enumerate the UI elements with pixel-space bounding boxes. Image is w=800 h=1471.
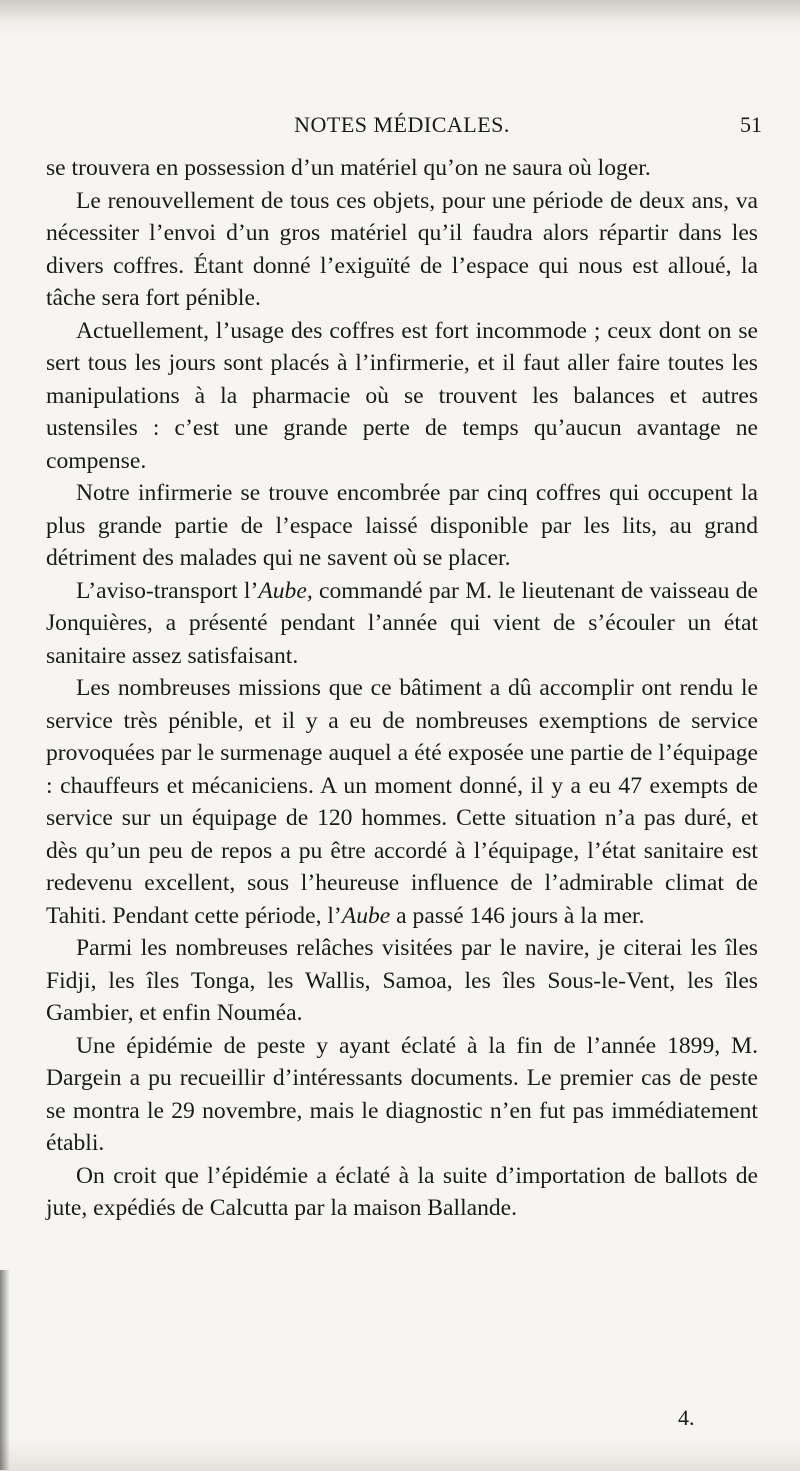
ship-name: Aube: [341, 902, 391, 929]
body-text: [46, 152, 758, 1225]
paragraph-coffres-usage: Actuellement, l’usage des coffres est fort incommode ; ceux dont on se sert tous les jours sont placés à l’infirmerie, et il faut aller faire toutes les manipulations à la pharmacie où se trouvent les balances et autres ustensiles : c’est une grande perte de temps qu’aucun avantage ne compense.: [46, 317, 758, 474]
paragraph-missions: [46, 672, 758, 932]
page-header: [42, 104, 762, 144]
paragraph-text: Les nombreuses missions que ce bâtiment a dû accomplir ont rendu le service très pénible, et il y a eu de nombreuses exemptions de service provoquées par le surmenage auquel a été exposée une partie de l’équipage : chauffeurs et mécaniciens. A un moment donné, il y a eu 47 exempts de service sur un équipage de 120 hommes. Cette situation n’a pas duré, et dès qu’un peu de repos a pu être accordé à l’équipage, l’état sanitaire est redevenu excellent, sous l’heureuse influence de l’admirable climat de Tahiti. Pendant cette période, l’: [46, 675, 758, 929]
paragraph-text: , commandé par M. le lieutenant de vaisseau de Jonquières, a présenté pendant l’année qui vient de s’écouler un état sanitaire assez satisfaisant.: [46, 577, 758, 669]
signature-mark: 4.: [678, 1405, 695, 1430]
page-number: 51: [740, 112, 762, 137]
page-binding-edge: [0, 1270, 10, 1470]
paragraph-renewal: Le renouvellement de tous ces objets, pour une période de deux ans, va nécessiter l’envoi d’un gros matériel qu’il faudra alors répartir dans les divers coffres. Étant donné l’exiguïté de l’espace qui nous est alloué, la tâche sera fort pénible.: [46, 187, 758, 311]
paragraph-text: L’aviso-transport l’: [76, 577, 259, 604]
paragraph-continuation: se trouvera en possession d’un matériel qu’on ne saura où loger.: [46, 155, 651, 181]
paragraph-ports-of-call: Parmi les nombreuses relâches visitées par le navire, je citerai les îles Fidji, les îles Tonga, les Wallis, Samoa, les îles Sous-le-Vent, les îles Gambier, et enfin Nouméa.: [46, 935, 758, 1026]
paragraph-plague-epidemic: Une épidémie de peste y ayant éclaté à la fin de l’année 1899, M. Dargein a pu recueillir d’intéressants documents. Le premier cas de peste se montra le 29 novembre, mais le diagnostic n’en fut pas immédiatement établi.: [46, 1032, 758, 1156]
paragraph-jute-import: On croit que l’épidémie a éclaté à la suite d’importation de ballots de jute, expédiés de Calcutta par la maison Ballande.: [46, 1162, 758, 1221]
paragraph-text: a passé 146 jours à la mer.: [390, 902, 645, 929]
paragraph-infirmary: Notre infirmerie se trouve encombrée par cinq coffres qui occupent la plus grande partie de l’espace laissé disponible par les lits, au grand détriment des malades qui ne savent où se placer.: [46, 480, 758, 571]
ship-name: Aube: [258, 577, 307, 604]
paragraph-aube-intro: [46, 575, 758, 673]
page-top-shadow: [0, 0, 800, 22]
running-title: NOTES MÉDICALES.: [294, 112, 510, 137]
